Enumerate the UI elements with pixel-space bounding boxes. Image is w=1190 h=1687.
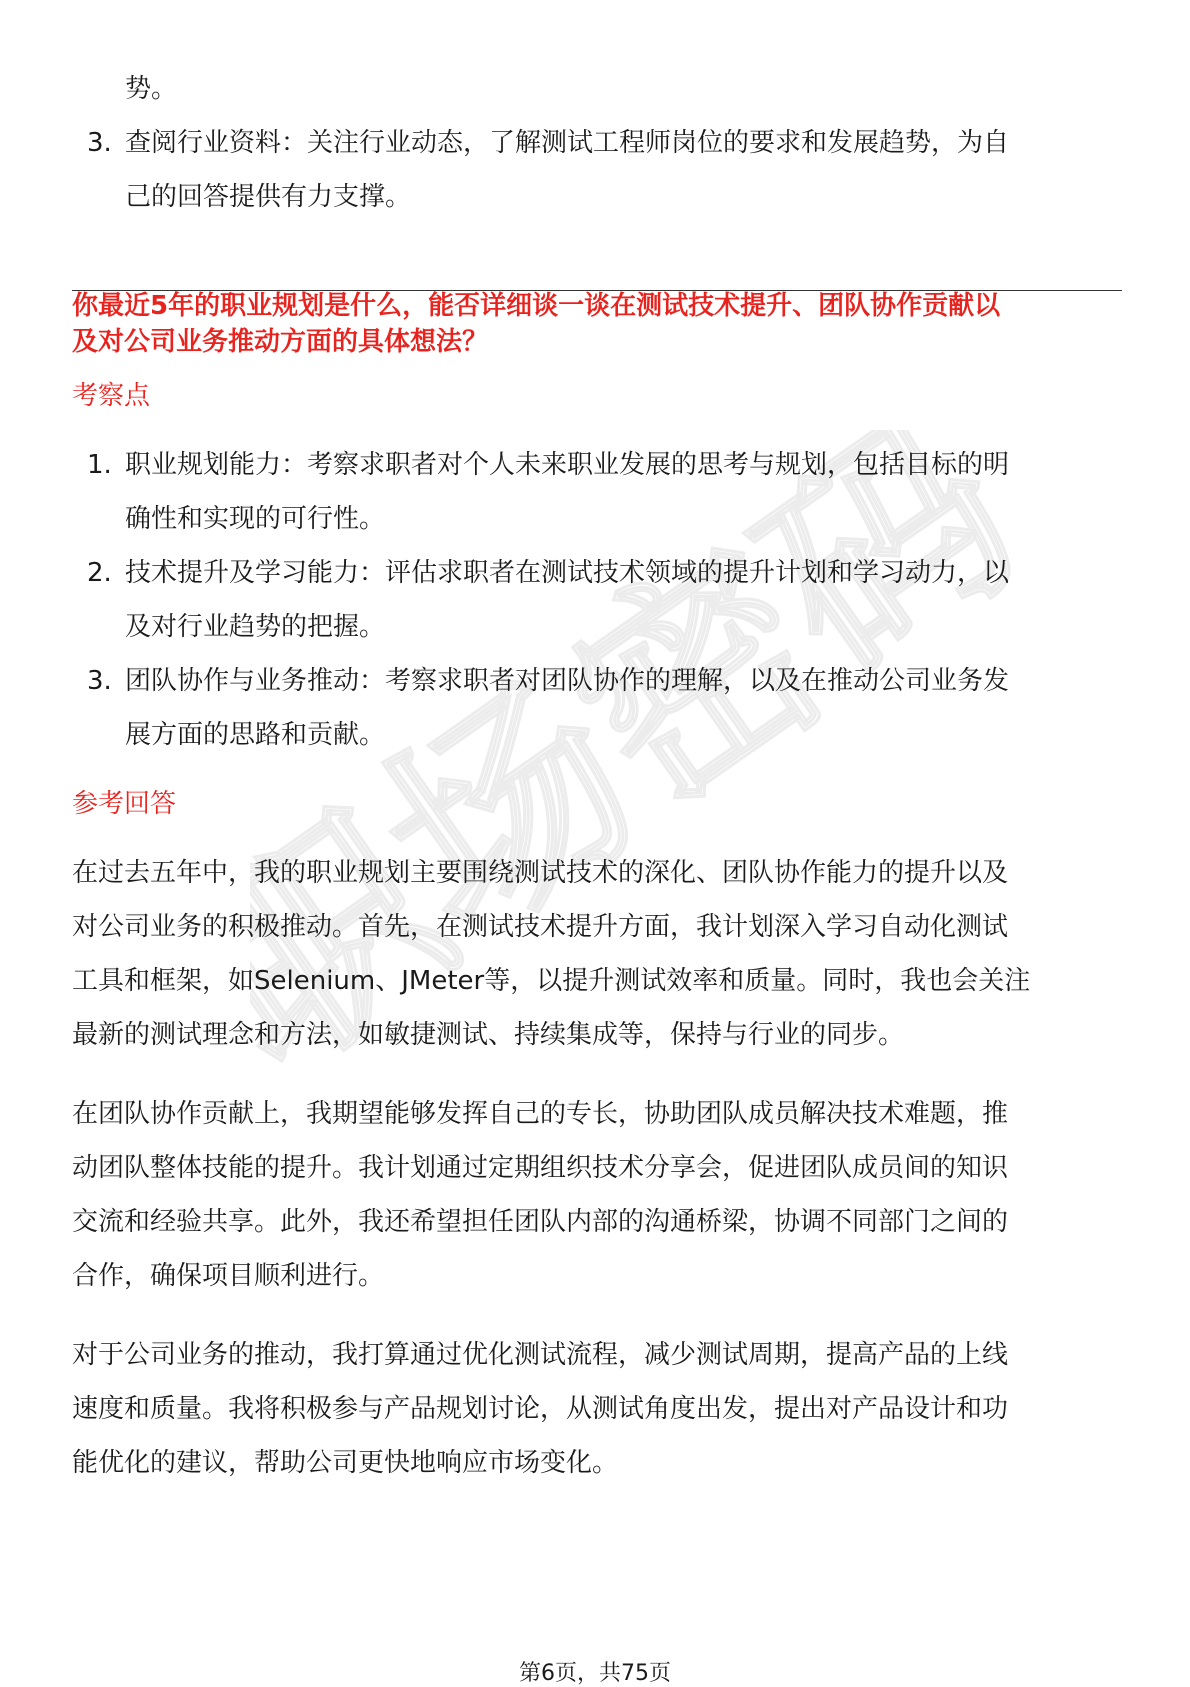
question-title-line: 你最近5年的职业规划是什么，能否详细谈一谈在测试技术提升、团队协作贡献以: [72, 291, 1001, 321]
answer-paragraph-line: 最新的测试理念和方法，如敏捷测试、持续集成等，保持与行业的同步。: [72, 1020, 905, 1050]
answer-paragraph-line: 对公司业务的积极推动。首先，在测试技术提升方面，我计划深入学习自动化测试: [72, 912, 1009, 942]
exam-point-text-line: 技术提升及学习能力：评估求职者在测试技术领域的提升计划和学习动力，以: [125, 558, 1010, 588]
watermark-text: 职场密码: [250, 430, 1050, 1119]
answer-paragraph-line: 在过去五年中，我的职业规划主要围绕测试技术的深化、团队协作能力的提升以及: [72, 858, 1009, 888]
exam-point-number: 3.: [87, 666, 112, 696]
exam-point-number: 1.: [87, 450, 112, 480]
page-number: 第6页，共75页: [519, 1661, 671, 1686]
answer-paragraph-line: 速度和质量。我将积极参与产品规划讨论，从测试角度出发，提出对产品设计和功: [72, 1394, 1009, 1424]
exam-point-text-line: 展方面的思路和贡献。: [125, 720, 386, 750]
answer-paragraph-line: 合作，确保项目顺利进行。: [72, 1261, 385, 1291]
exam-point-text-line: 确性和实现的可行性。: [125, 504, 386, 534]
exam-point-text-line: 职业规划能力：考察求职者对个人未来职业发展的思考与规划，包括目标的明: [125, 450, 1010, 480]
reference-answer-heading: 参考回答: [72, 789, 177, 819]
answer-paragraph-line: 交流和经验共享。此外，我还希望担任团队内部的沟通桥梁，协调不同部门之间的: [72, 1207, 1009, 1237]
exam-point-text-line: 团队协作与业务推动：考察求职者对团队协作的理解，以及在推动公司业务发: [125, 666, 1010, 696]
list-continuation-text: 势。: [125, 74, 178, 104]
exam-points-heading: 考察点: [72, 381, 151, 411]
answer-paragraph-line: 动团队整体技能的提升。我计划通过定期组织技术分享会，促进团队成员间的知识: [72, 1153, 1009, 1183]
list-item-text-line: 己的回答提供有力支撑。: [125, 182, 412, 212]
exam-point-text-line: 及对行业趋势的把握。: [125, 612, 386, 642]
answer-paragraph-line: 在团队协作贡献上，我期望能够发挥自己的专长，协助团队成员解决技术难题，推: [72, 1099, 1009, 1129]
list-item-text-line: 查阅行业资料：关注行业动态，了解测试工程师岗位的要求和发展趋势，为自: [125, 128, 1010, 158]
answer-paragraph-line: 能优化的建议，帮助公司更快地响应市场变化。: [72, 1448, 619, 1478]
answer-paragraph-line: 对于公司业务的推动，我打算通过优化测试流程，减少测试周期，提高产品的上线: [72, 1340, 1009, 1370]
question-title-line: 及对公司业务推动方面的具体想法？: [72, 327, 489, 357]
exam-point-number: 2.: [87, 558, 112, 588]
list-item-number: 3.: [87, 128, 112, 158]
answer-paragraph-line: 工具和框架，如Selenium、JMeter等，以提升测试效率和质量。同时，我也会关注: [72, 966, 1031, 996]
